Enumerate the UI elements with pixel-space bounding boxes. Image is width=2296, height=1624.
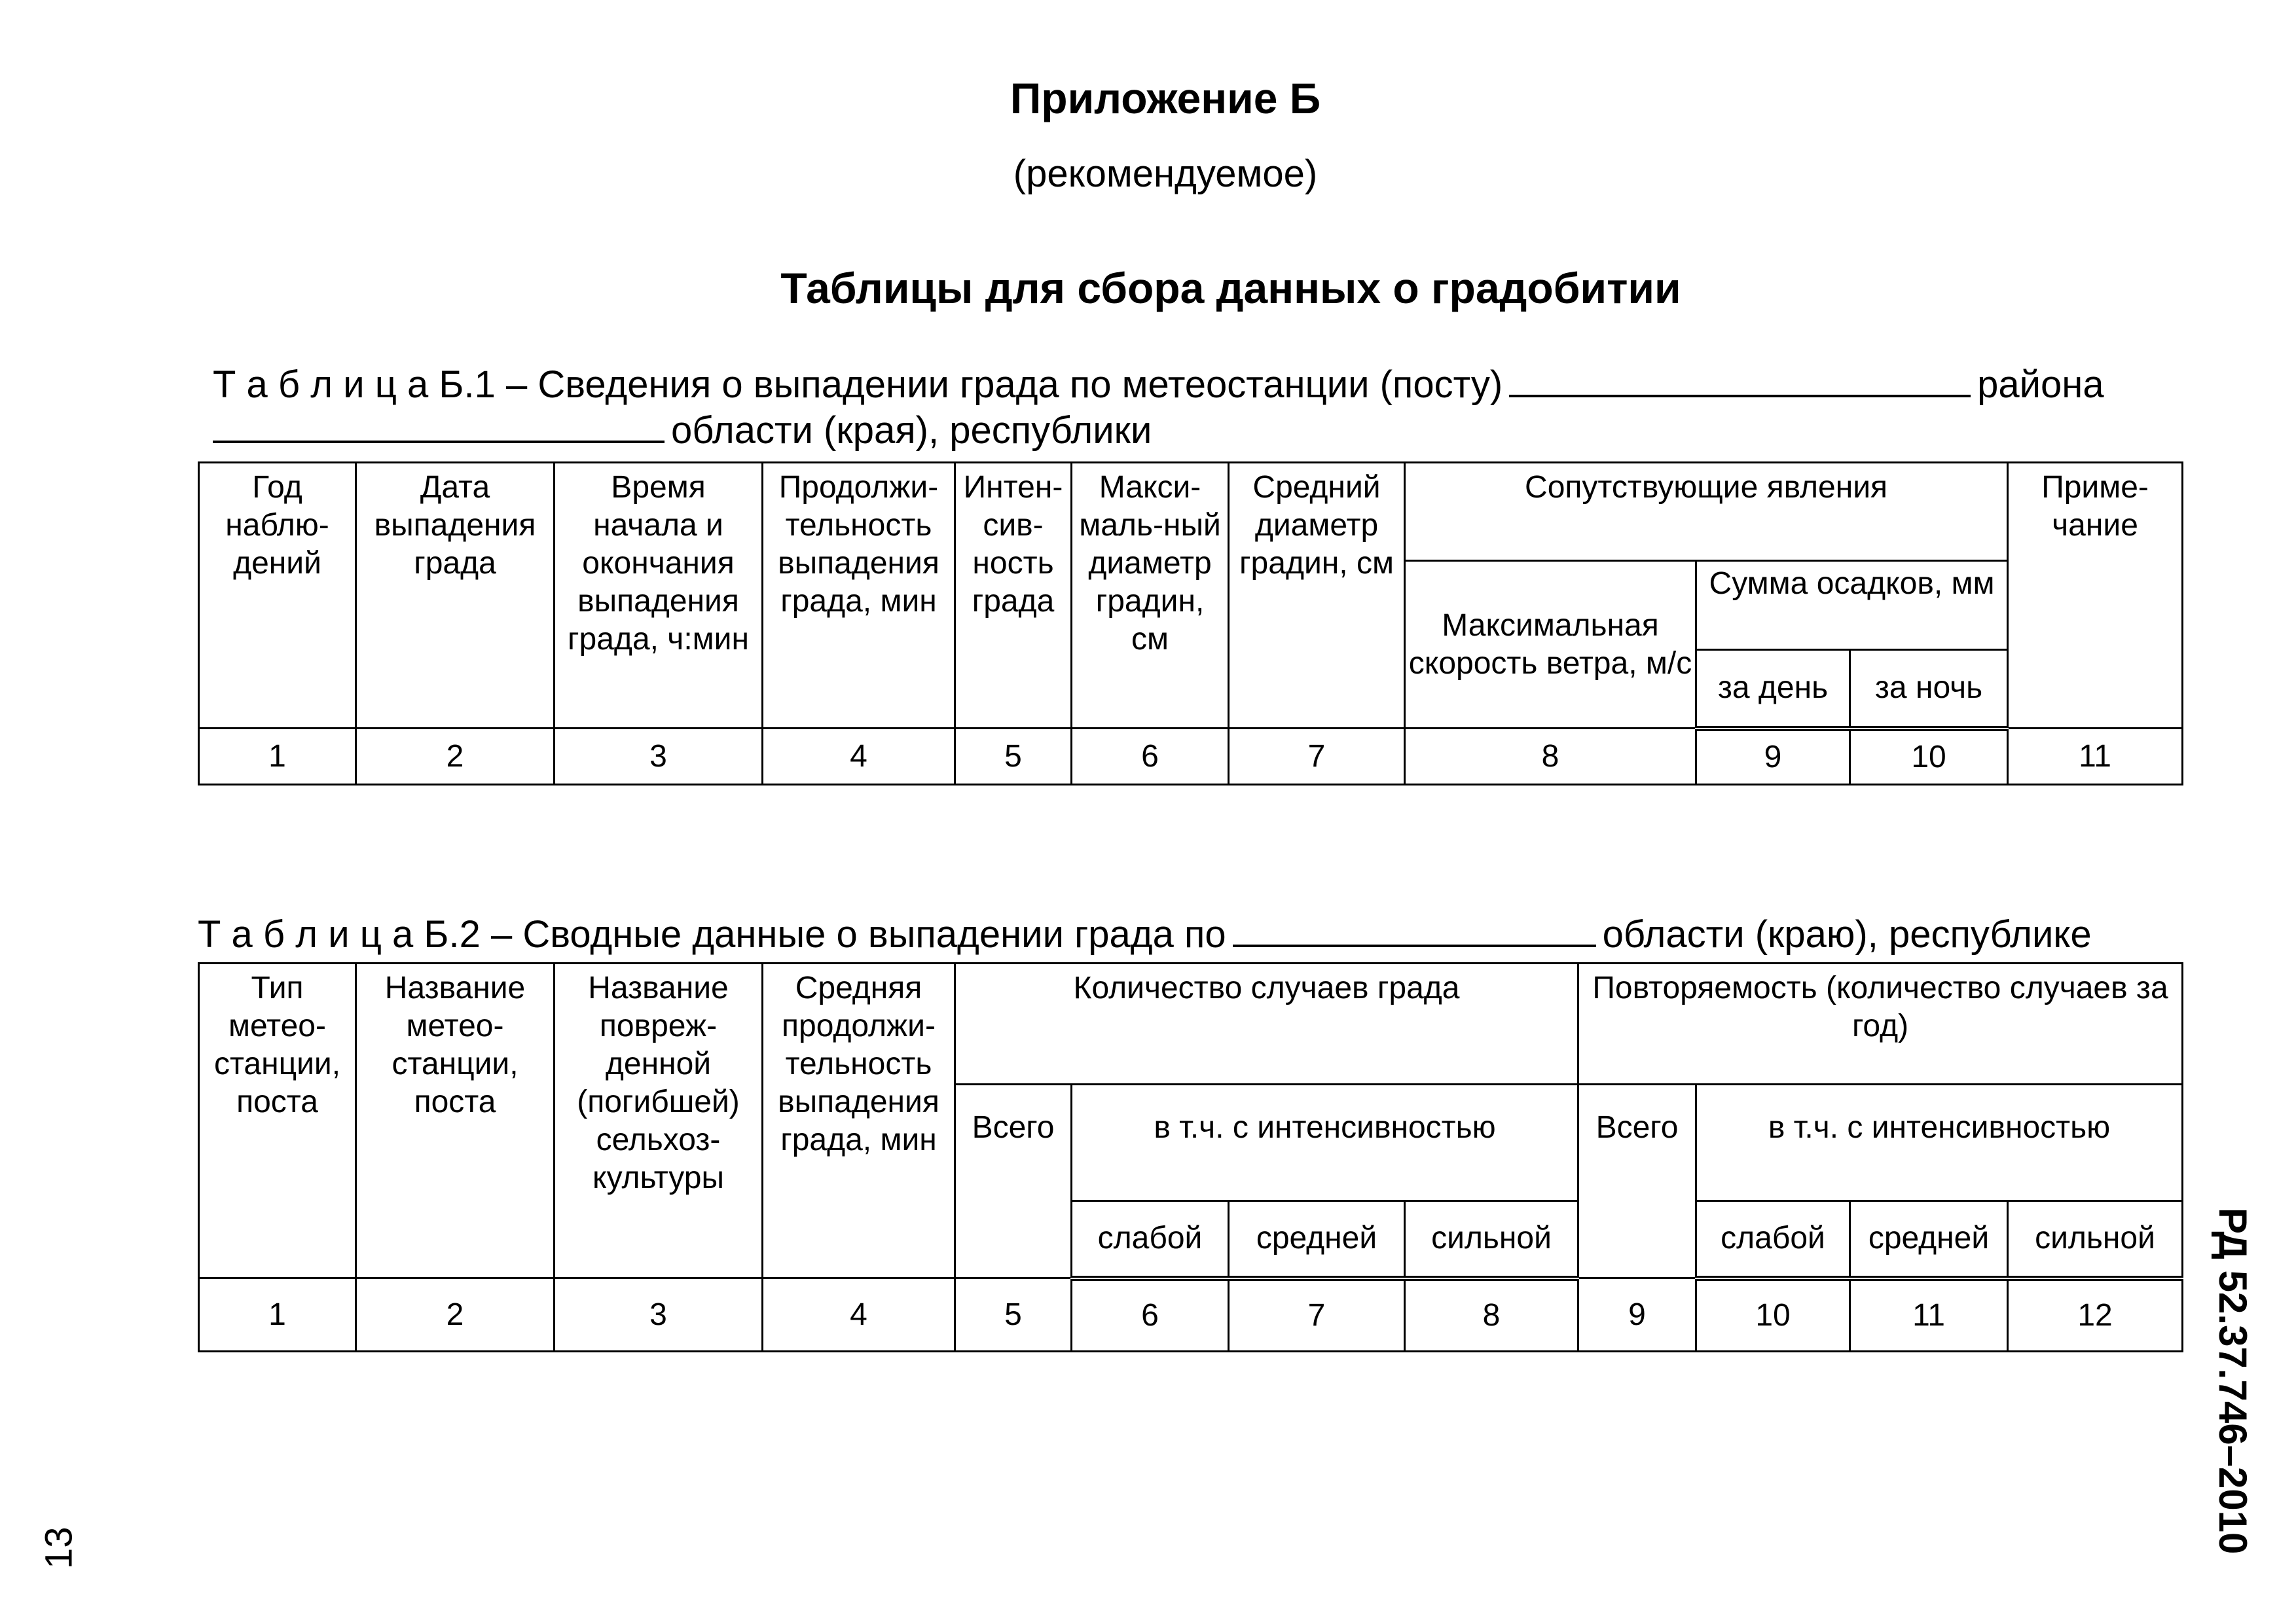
table-b1-caption-line2: [213, 408, 1152, 454]
col-number: 11: [1850, 1278, 2008, 1352]
col-number: 3: [555, 1278, 763, 1352]
col-number: 9: [1578, 1278, 1696, 1352]
col-number: 9: [1696, 729, 1850, 785]
header-per-night: за ночь: [1850, 650, 2008, 729]
header-repeat-strong: сильной: [2008, 1201, 2183, 1278]
table-b2-caption-prefix: Т а б л и ц а Б.2 – Сводные данные о выпадении града по: [198, 913, 1226, 956]
col-number: 6: [1072, 1278, 1229, 1352]
appendix-title: Приложение Б: [1010, 74, 1321, 122]
header-precip-sum: Сумма осадков, мм: [1696, 561, 2008, 650]
table-b2-caption: [198, 912, 2092, 958]
table-b1: [198, 461, 2183, 785]
station-blank-field: [1509, 362, 1971, 397]
table-b2: [198, 962, 2183, 1352]
region-blank-field: [1233, 912, 1596, 947]
header-count-intensity: в т.ч. с интенсивностью: [1072, 1085, 1578, 1201]
col-number: 11: [2008, 729, 2183, 785]
table-b2-caption-suffix: области (краю), республике: [1602, 913, 2092, 956]
header-count-medium: средней: [1229, 1201, 1405, 1278]
header-hail-time: Время начала и окончания выпадения града, ч:мин: [555, 463, 763, 729]
col-number: 12: [2008, 1278, 2183, 1352]
header-repeat-total: Всего: [1578, 1085, 1696, 1278]
appendix-subtitle: (рекомендуемое): [1013, 153, 1318, 195]
col-number: 4: [763, 1278, 955, 1352]
col-number: 7: [1229, 729, 1405, 785]
col-number: 1: [199, 729, 356, 785]
col-number: 3: [555, 729, 763, 785]
col-number: 6: [1072, 729, 1229, 785]
col-number: 4: [763, 729, 955, 785]
header-note: Приме-чание: [2008, 463, 2183, 729]
document-code: РД 52.37.746–2010: [2211, 1208, 2255, 1555]
table-b1-caption-line1: [213, 362, 2104, 408]
col-number: 1: [199, 1278, 356, 1352]
header-mean-duration: Средняя продолжи-тельность выпадения града, мин: [763, 964, 955, 1278]
header-hail-date: Дата выпадения града: [356, 463, 555, 729]
header-station-name: Название метео-станции, поста: [356, 964, 555, 1278]
header-max-wind-speed: Максимальная скорость ветра, м/с: [1405, 561, 1696, 729]
header-count-weak: слабой: [1072, 1201, 1229, 1278]
col-number: 2: [356, 1278, 555, 1352]
header-count-strong: сильной: [1405, 1201, 1578, 1278]
district-blank-field: [213, 408, 665, 443]
header-repeat-weak: слабой: [1696, 1201, 1850, 1278]
header-repeat-intensity: в т.ч. с интенсивностью: [1696, 1085, 2183, 1201]
table-b1-caption-line2-text: области (края), республики: [671, 409, 1152, 452]
header-observation-year: Год наблю-дений: [199, 463, 356, 729]
header-mean-diameter: Средний диаметр градин, см: [1229, 463, 1405, 729]
page-number: 13: [37, 1526, 81, 1570]
table-row: [199, 1278, 2183, 1352]
col-number: 7: [1229, 1278, 1405, 1352]
col-number: 5: [955, 729, 1072, 785]
header-per-day: за день: [1696, 650, 1850, 729]
header-accompanying-phenomena: Сопутствующие явления: [1405, 463, 2008, 561]
col-number: 10: [1850, 729, 2008, 785]
col-number: 8: [1405, 1278, 1578, 1352]
header-hail-count: Количество случаев града: [955, 964, 1578, 1085]
col-number: 5: [955, 1278, 1072, 1352]
col-number: 10: [1696, 1278, 1850, 1352]
header-station-type: Тип метео-станции, поста: [199, 964, 356, 1278]
header-hail-intensity: Интен-сив-ность града: [955, 463, 1072, 729]
table-b1-caption-suffix: района: [1977, 363, 2104, 406]
table-b1-caption-prefix: Т а б л и ц а Б.1 – Сведения о выпадении града по метеостанции (посту): [213, 363, 1503, 406]
header-crop-name: Название повреж-денной (погибшей) сельхоз-культуры: [555, 964, 763, 1278]
header-hail-repeatability: Повторяемость (количество случаев за год): [1578, 964, 2183, 1085]
table-row: [199, 729, 2183, 785]
col-number: 8: [1405, 729, 1696, 785]
header-max-diameter: Макси-маль-ный диаметр градин, см: [1072, 463, 1229, 729]
header-repeat-medium: средней: [1850, 1201, 2008, 1278]
header-hail-duration: Продолжи-тельность выпадения града, мин: [763, 463, 955, 729]
section-title: Таблицы для сбора данных о градобитии: [780, 264, 1681, 312]
header-count-total: Всего: [955, 1085, 1072, 1278]
col-number: 2: [356, 729, 555, 785]
